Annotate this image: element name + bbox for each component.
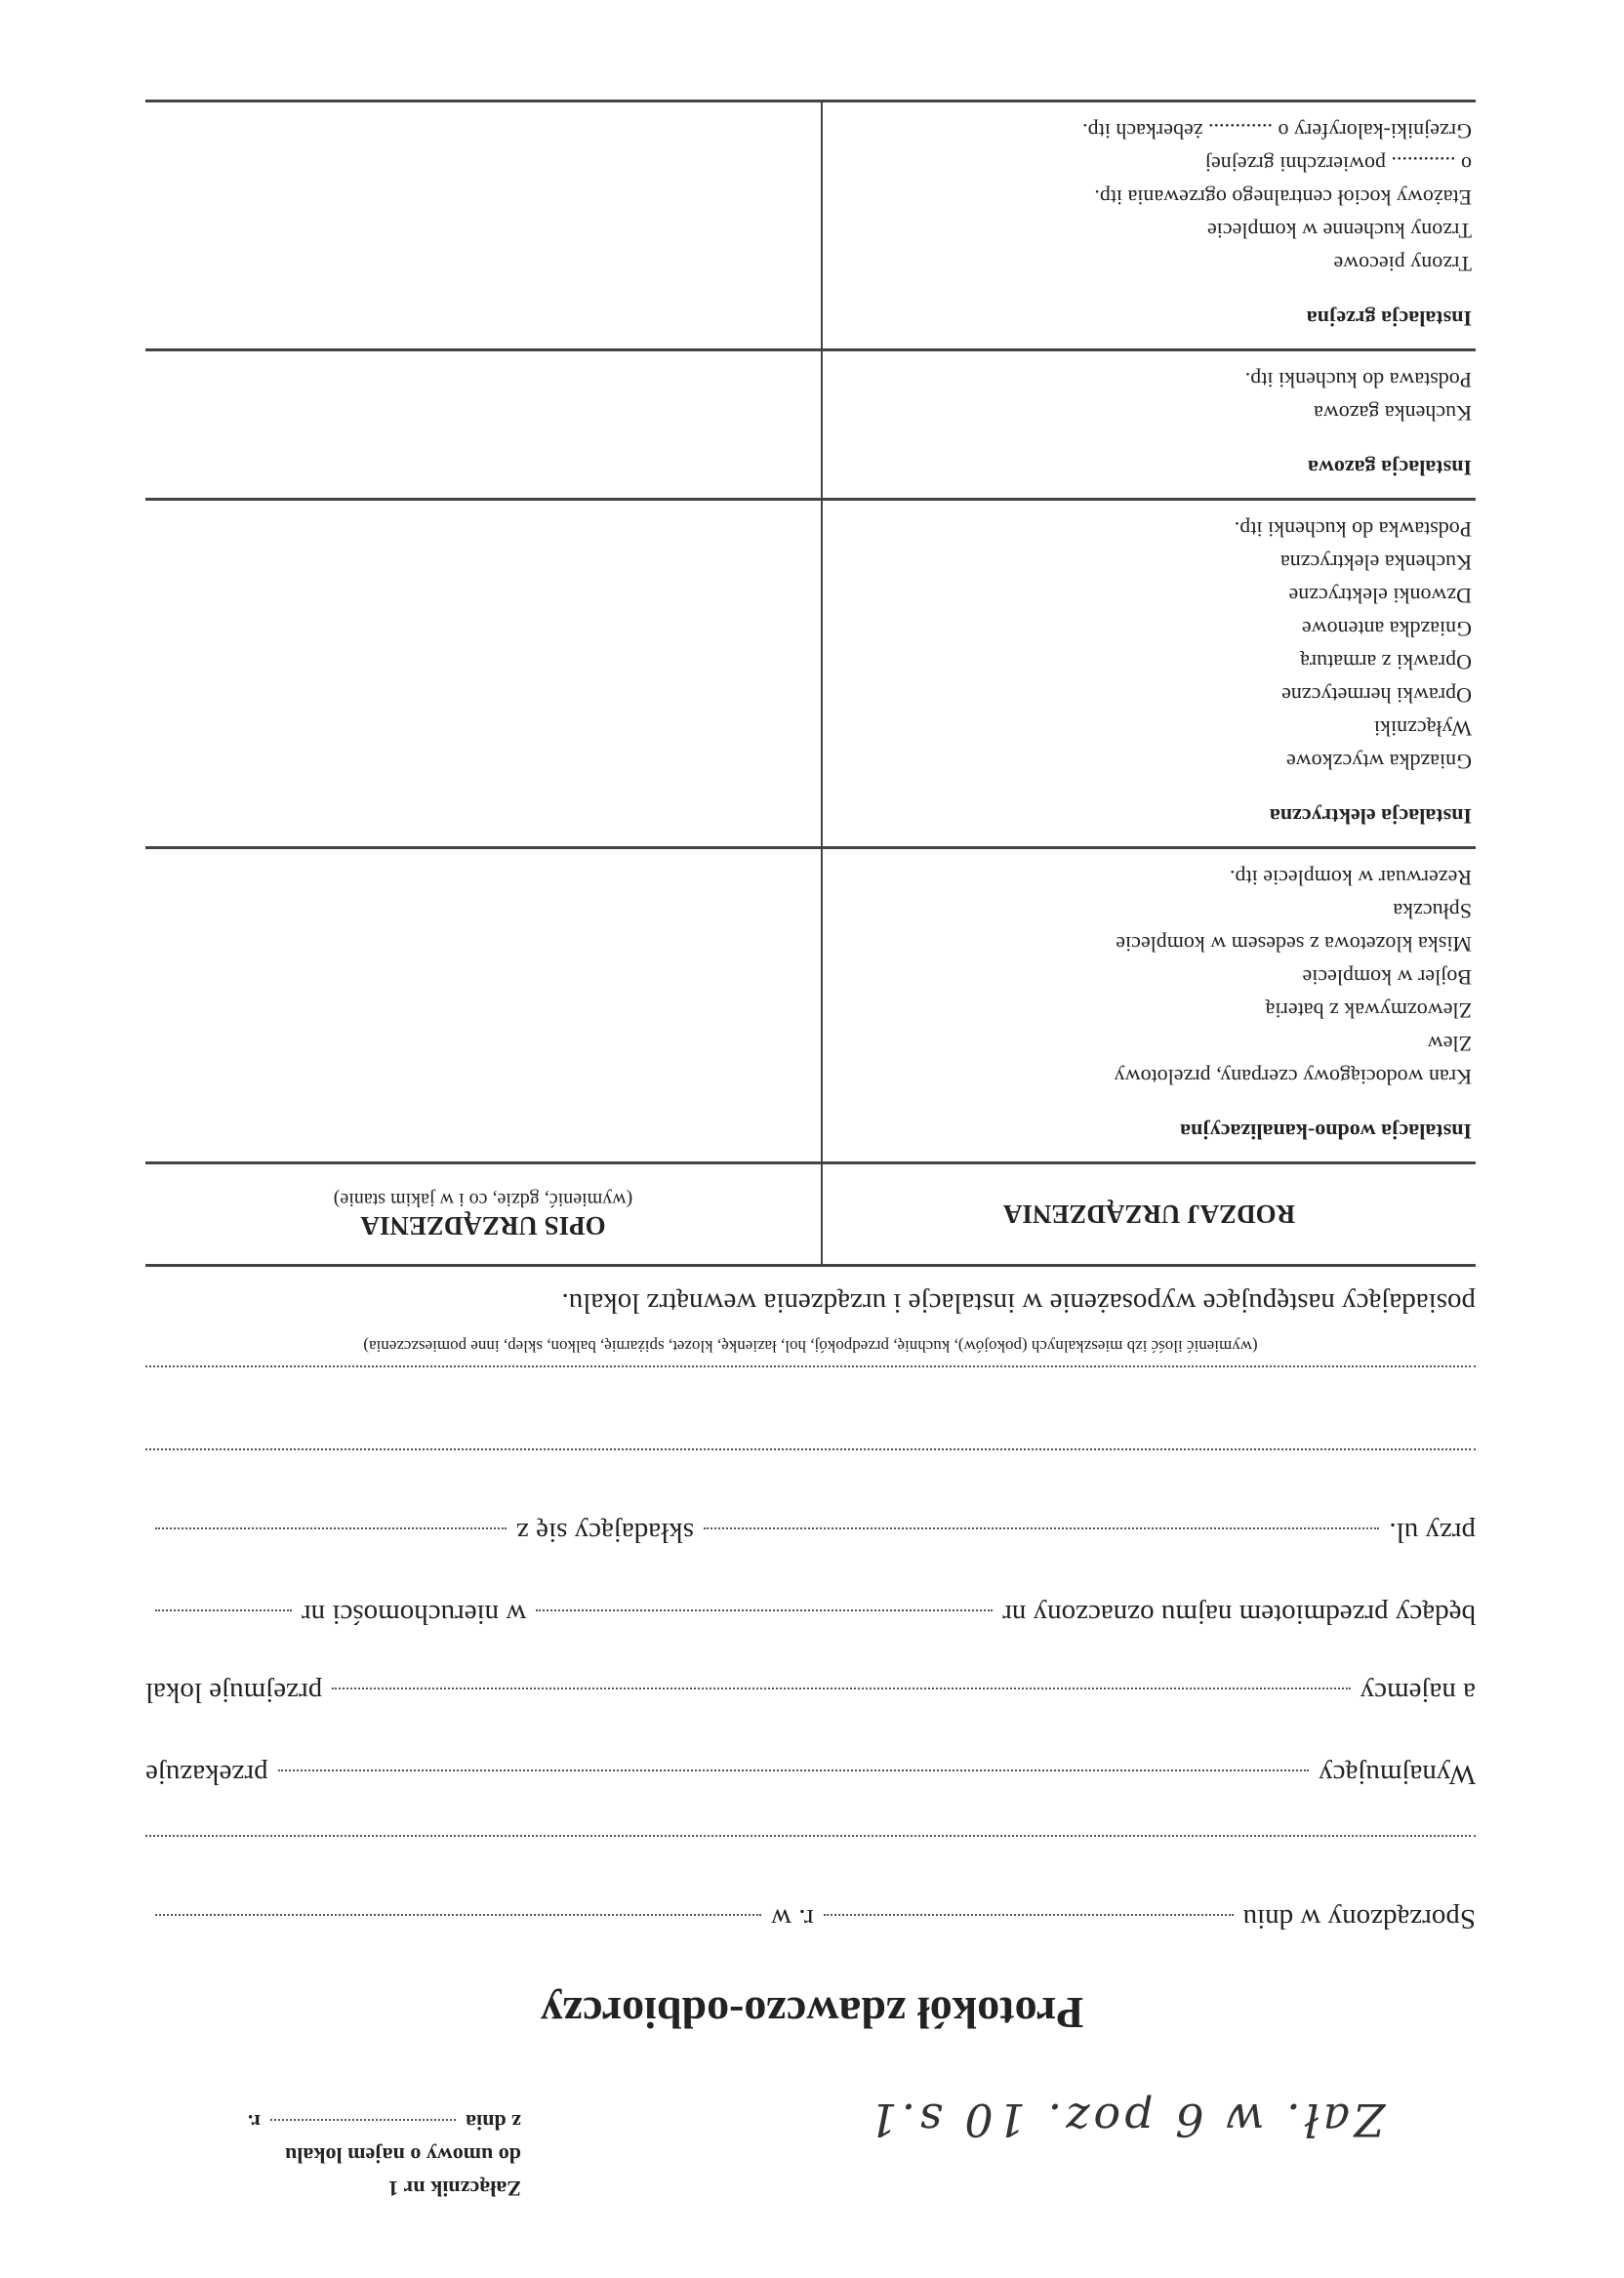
handwritten-note: Zał. w 6 poz. 10 s.1 (865, 2094, 1385, 2146)
list-item: Oprawki hermetyczne (1281, 683, 1472, 708)
unit-number-field[interactable] (536, 1609, 993, 1611)
document-title: Protokół zdawczo-odbiorczy (540, 1988, 1084, 2038)
list-item: Zlewozmywak z baterią (1265, 998, 1472, 1023)
date-field[interactable] (270, 2119, 456, 2121)
list-item: Trzony kuchenne w komplecie (1206, 219, 1472, 243)
attachment-date (248, 2105, 521, 2138)
table-row (145, 102, 1476, 350)
list-item: Kuchenka gazowa (1314, 401, 1472, 426)
property-number-field[interactable] (155, 1609, 292, 1611)
list-item: Kuchenka elektryczna (1279, 550, 1472, 575)
takes-over-label: przejmuje lokal (145, 1677, 323, 1708)
list-item: Podstawka do kuchenki itp. (1234, 517, 1472, 542)
table-header (145, 1163, 1476, 1266)
landlord-line (145, 1758, 1476, 1790)
street-line (145, 1516, 1476, 1548)
drawn-up-label: Sporządzony w dniu (1242, 1903, 1476, 1934)
list-item: o ............ powierzchni grzejnej (1204, 152, 1472, 177)
description-heating[interactable] (145, 102, 822, 350)
consisting-label: składający się z (516, 1517, 694, 1548)
street-label: przy ul. (1389, 1517, 1476, 1548)
rooms-caption: (wymienić ilość izb mieszkalnych (pokojów), kuchnię, przedpokój, hol, łazienkę, klozet, spiżarnię, balkon, sklep, inne pomieszczenia) (363, 1337, 1258, 1356)
street-field[interactable] (704, 1527, 1379, 1529)
equipment-intro (145, 1286, 1476, 1319)
tenant-line (145, 1676, 1476, 1708)
attachment-header (248, 2105, 521, 2205)
subject-label: będący przedmiotem najmu oznaczony nr (1002, 1599, 1476, 1630)
hands-over-label: przekazuje (145, 1759, 268, 1790)
drawn-up-line (145, 1902, 1476, 1934)
section-water (822, 848, 1476, 1163)
attachment-number: Załącznik nr 1 (387, 2176, 521, 2201)
list-item: Etażowy kocioł centralnego ogrzewania itp. (1094, 185, 1472, 210)
column-description (145, 1163, 822, 1266)
list-item: Oprawki z armaturą (1300, 650, 1472, 674)
list-item: Podstawa do kuchenki itp. (1244, 368, 1472, 392)
section-heating (822, 102, 1476, 350)
section-title: Instalacja gazowa (1307, 456, 1472, 480)
list-item: Gniazdka antenowe (1301, 617, 1472, 641)
table-row (145, 848, 1476, 1163)
list-item: Grzejniki-kaloryfery o ............ żeberkach itp. (1082, 119, 1472, 143)
description-gas[interactable] (145, 350, 822, 500)
tenant-label: a najemcy (1360, 1677, 1476, 1708)
section-title: Instalacja wodno-kanalizacyjna (1180, 1119, 1472, 1144)
date-prefix: z dnia (466, 2110, 521, 2135)
landlord-field[interactable] (278, 1770, 1310, 1771)
rooms-line-2[interactable] (145, 1365, 1476, 1367)
rooms-line-1[interactable] (145, 1448, 1476, 1450)
table-row (145, 350, 1476, 500)
equipment-table (145, 100, 1476, 1267)
column-type: RODZAJ URZĄDZENIA (822, 1163, 1476, 1266)
section-title: Instalacja grzejna (1306, 306, 1472, 331)
list-item: Rezerwuar w komplecie itp. (1229, 866, 1472, 890)
list-item: Zlew (1427, 1032, 1472, 1056)
subject-line (145, 1598, 1476, 1630)
table-row (145, 500, 1476, 848)
column-description-title: OPIS URZĄDZENIA (360, 1211, 606, 1241)
column-description-sub: (wymienić, gdzie, co i w jakim stanie) (333, 1189, 633, 1210)
drawn-up-place-label: r. w (771, 1903, 814, 1934)
drawn-up-place-field[interactable] (155, 1914, 761, 1916)
tenant-field[interactable] (332, 1688, 1350, 1689)
attachment-contract: do umowy o najem lokalu (284, 2143, 521, 2168)
list-item: Gniazdka wtyczkowe (1286, 750, 1472, 774)
list-item: Trzony piecowe (1333, 252, 1472, 276)
list-item: Bojler w komplecie (1302, 965, 1472, 990)
property-label: w nieruchomości nr (302, 1599, 527, 1630)
date-suffix: r. (247, 2110, 262, 2135)
consisting-field[interactable] (155, 1527, 507, 1529)
section-gas (822, 350, 1476, 500)
list-item: Kran wodociągowy czerpany, przelotowy (1114, 1065, 1472, 1089)
section-electric (822, 500, 1476, 848)
list-item: Wyłączniki (1373, 716, 1472, 741)
landlord-label: Wynajmujący (1319, 1759, 1476, 1790)
equipment-intro-text: posiadający następujące wyposażenie w instalacje i urządzenia wewnątrz lokalu. (561, 1287, 1476, 1319)
blank-line[interactable] (145, 1835, 1476, 1837)
section-title: Instalacja elektryczna (1269, 804, 1472, 829)
description-electric[interactable] (145, 500, 822, 848)
list-item: Miska klozetowa z sedesem w komplecie (1116, 932, 1472, 956)
drawn-up-date-field[interactable] (824, 1914, 1234, 1916)
description-water[interactable] (145, 848, 822, 1163)
list-item: Spłuczka (1393, 899, 1472, 923)
list-item: Dzwonki elektryczne (1288, 584, 1472, 608)
